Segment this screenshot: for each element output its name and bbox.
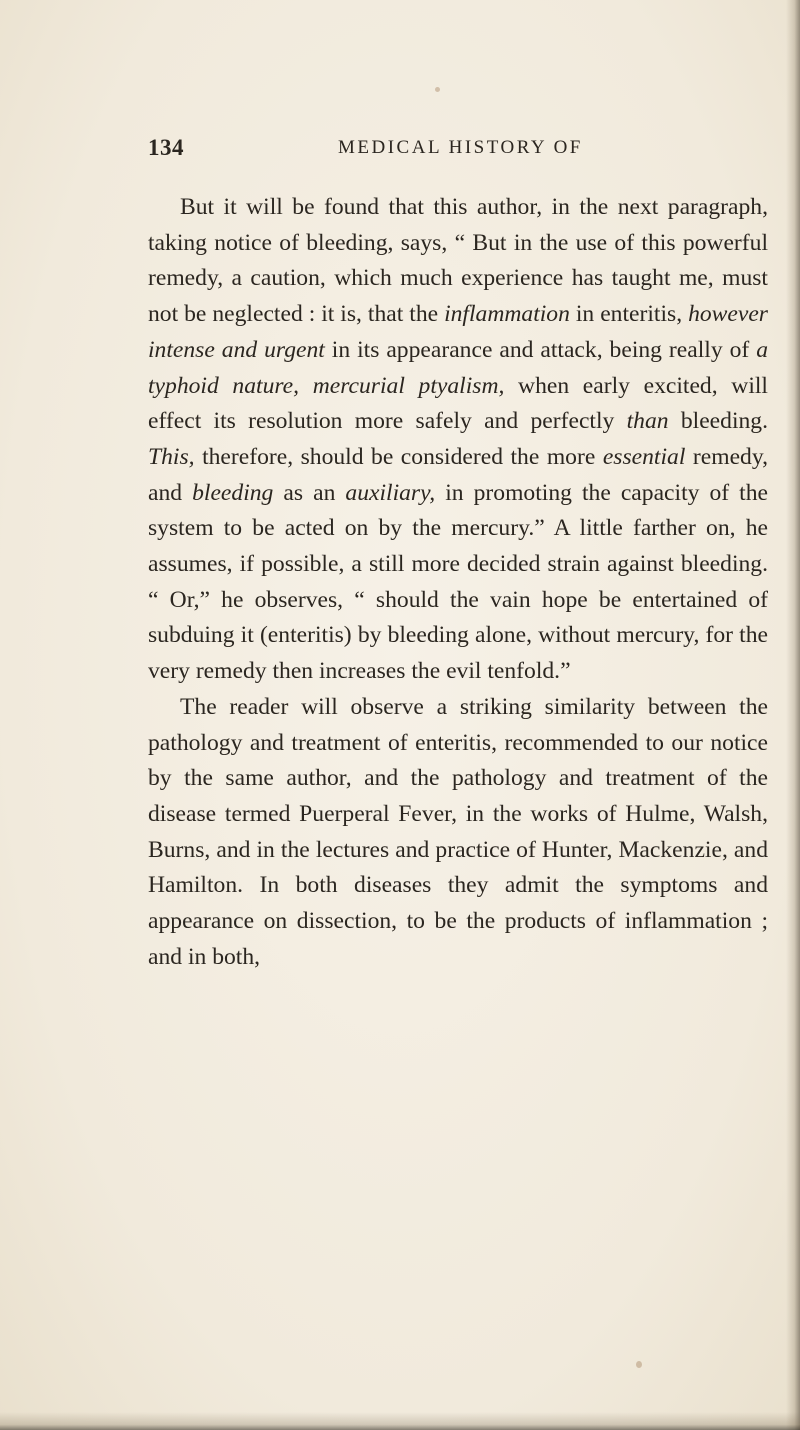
- page-edge-shadow: [786, 0, 800, 1430]
- text-run: in its appearance and attack, being really of: [324, 336, 757, 363]
- text-run: bleeding.: [668, 408, 768, 435]
- text-run: when early excited, will effect its resolution more safely and perfectly: [148, 372, 768, 435]
- text-run: The reader will observe a striking similarity between the pathology and treatment of enteritis, recommended to our notice by the same author, and the pathology and treatment of the disease termed Puerperal Fever, in the works of Hulme, Walsh, Burns, and in the lectures and practice of Hunter, Mackenzie, and Hamilton. In both diseases they admit the symptoms and appearance on dissection, to be the products of inflammation ; and in both,: [148, 693, 768, 970]
- italic-run: than: [626, 408, 669, 435]
- italic-run: essential: [602, 443, 686, 470]
- text-run: as an: [273, 479, 346, 506]
- page-header: [148, 135, 768, 171]
- text-run: therefore, should be considered the more: [194, 443, 603, 470]
- italic-run: auxiliary,: [345, 479, 436, 506]
- text-run: But it will be found that this author, in the next paragraph, taking notice of bleeding, says, “ But in the use of this powerful remedy, a caution, which much experience has taught me, must not be neglected : it is, that the: [148, 194, 768, 328]
- italic-run: This,: [148, 443, 195, 470]
- paragraph: [148, 690, 768, 976]
- page-bottom-shadow: [0, 1412, 800, 1430]
- italic-run: however intense and urgent: [148, 301, 768, 363]
- paper-blemish: [435, 87, 440, 92]
- text-run: in promoting the capacity of the system to be acted on by the mercury.” A little farther on, he assumes, if possible, a still more decided strain against bleeding. “ Or,” he observes, “ should the vain hope be entertained of subduing it (enteritis) by bleeding alone, without mercury, for the very remedy then increases the evil tenfold.”: [148, 479, 768, 685]
- italic-run: a typhoid nature, mercurial ptyalism,: [148, 336, 768, 399]
- running-head: MEDICAL HISTORY OF: [338, 137, 583, 158]
- text-run: remedy, and: [148, 443, 769, 506]
- page-number: 134: [148, 135, 184, 160]
- italic-run: inflammation: [444, 301, 570, 328]
- paper-blemish: [636, 1361, 642, 1368]
- italic-run: bleeding: [192, 479, 274, 506]
- paragraph: [148, 190, 768, 690]
- body-text: [148, 190, 768, 975]
- text-run: in enteritis,: [569, 301, 689, 328]
